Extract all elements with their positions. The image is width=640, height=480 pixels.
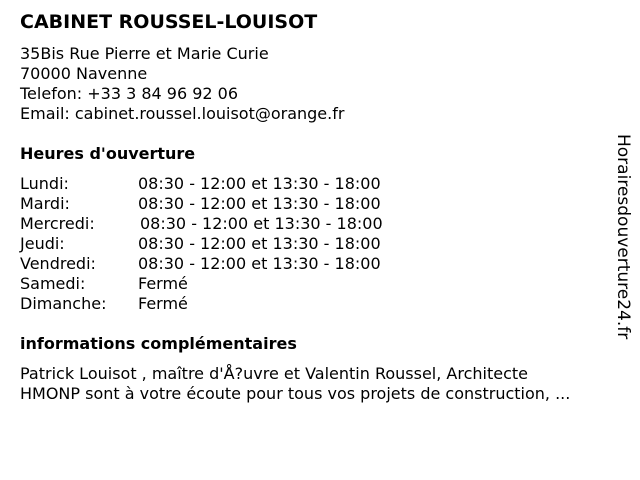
day-label: Vendredi: <box>20 254 96 273</box>
day-label: Jeudi: <box>20 234 65 253</box>
business-name: CABINET ROUSSEL-LOUISOT <box>20 11 318 33</box>
phone-number: Telefon: +33 3 84 96 92 06 <box>20 84 239 103</box>
day-label: Lundi: <box>20 174 69 193</box>
day-label: Samedi: <box>20 274 86 293</box>
day-hours: Fermé <box>138 294 188 313</box>
day-hours: 08:30 - 12:00 et 13:30 - 18:00 <box>138 194 381 213</box>
day-label: Dimanche: <box>20 294 107 313</box>
street-address: 35Bis Rue Pierre et Marie Curie <box>20 44 269 63</box>
additional-info-text <box>20 364 570 404</box>
email-address: Email: cabinet.roussel.louisot@orange.fr <box>20 104 345 123</box>
contact-block <box>20 44 344 124</box>
day-label: Mercredi: <box>20 214 95 233</box>
day-hours: 08:30 - 12:00 et 13:30 - 18:00 <box>138 254 381 273</box>
info-line: HMONP sont à votre écoute pour tous vos projets de construction, ... <box>20 384 571 403</box>
city: 70000 Navenne <box>20 64 148 83</box>
day-hours: 08:30 - 12:00 et 13:30 - 18:00 <box>138 174 381 193</box>
day-hours: 08:30 - 12:00 et 13:30 - 18:00 <box>140 214 383 233</box>
day-label: Mardi: <box>20 194 70 213</box>
day-hours: Fermé <box>138 274 188 293</box>
site-watermark: Horairesdouverture24.fr <box>613 134 633 340</box>
day-hours: 08:30 - 12:00 et 13:30 - 18:00 <box>138 234 381 253</box>
additional-info-heading: informations complémentaires <box>20 334 297 353</box>
info-line: Patrick Louisot , maître d'Å?uvre et Valentin Roussel, Architecte <box>20 364 528 383</box>
opening-hours-heading: Heures d'ouverture <box>20 144 196 163</box>
